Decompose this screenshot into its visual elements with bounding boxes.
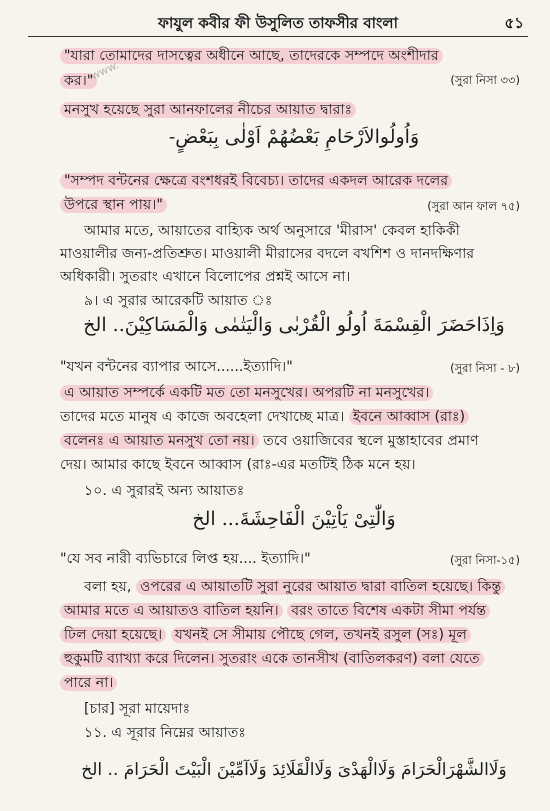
paragraph-3-line-4: দেয়। আমার কাছে ইবনে আব্বাস (রাঃ-এর মতটিই ঠিক মনে হয়। [60, 457, 416, 473]
quote-3: "যখন বন্টনের ব্যাপার আসে......ইত্যাদি।" [60, 359, 293, 375]
quote-4: "যে সব নারী ব্যভিচারে লিপ্ত হয়.... ইত্যাদি।" [60, 551, 311, 567]
arabic-verse-1: وَاُولُوالاَرْحَامِ بَعْضُهُمْ اَوْلٰى بِبَعْضٍ- [168, 126, 420, 148]
highlight: পারে না। [60, 675, 117, 691]
text-segment: তবে ওয়াজিবের স্থলে মুস্তাহাবের প্রমাণ [263, 433, 479, 449]
highlight: মনসুখ হয়েছে সুরা আনফালের নীচের আয়াত দ্বারাঃ [60, 102, 356, 118]
surah-reference: (সুরা নিসা - ৮) [450, 361, 520, 375]
text-segment: তাদের মতে মানুষ এ কাজে অবহেলা দেখাচ্ছে মাত্র। [60, 409, 345, 425]
arabic-verse-3: وَالّٰتِىْ يَاْتِيْنَ الْفَاحِشَةَ... الخ [192, 508, 396, 530]
quote-1-line-1 [60, 45, 528, 68]
paragraph-4-line-3 [60, 624, 528, 647]
paragraph-2-line-1: আমার মতে, আয়াতের বাহ্যিক অর্থ অনুসারে 'মীরাস' কেবল হাকিকী [84, 223, 460, 239]
watermark: www. [88, 58, 121, 83]
section-11-heading: ১১. এ সূরার নিম্নের আয়াতঃ [84, 725, 246, 741]
highlight: বরং তাতে বিশেষ একটা সীমা পর্যন্ত [287, 603, 490, 619]
highlight: বলেনঃ এ আয়াত মনসুখ তো নয়। [60, 433, 259, 449]
arabic-verse-2: وَاِذَاحَضَرَ الْقِسْمَةَ اُولُو الْقُرْبٰى وَالْيَتٰمٰى وَالْمَسَاكِيْنَ.. الخ [83, 314, 505, 336]
highlight: "সম্পদ বন্টনের ক্ষেত্রে বংশধরই বিবেচ্য। তাদের একদল আরেক দলের [60, 173, 452, 189]
arabic-verse-4: وَلَاالشَّهْرَالْحَرَامَ وَلَاالْهَدْىَ وَلَاالْقَلَائِدَ وَلَاآمِّيْنَ الْبَيْتَ الْحَرَامَ .. الخ [81, 760, 507, 780]
paragraph-3-line-3 [60, 430, 528, 453]
highlight: উপরে স্থান পায়।" [60, 197, 167, 213]
paragraph-2-line-2: মাওয়ালীর জন্য-প্রতিশ্রুত। মাওয়ালী মীরাসের বদলে বখশিশ ও দানদক্ষিণার [60, 246, 475, 262]
surah-reference: (সুরা নিসা ৩৩) [450, 73, 520, 87]
highlight: ওপরের এ আয়াতটি সুরা নুরের আয়াত দ্বারা বাতিল হয়েছে। কিন্তু [136, 579, 505, 595]
section-10-heading: ১০. এ সুরারই অন্য আয়াতঃ [84, 483, 245, 499]
highlight: হুকুমটি ব্যাখ্যা করে দিলেন। সুতরাং একে তানসীখ (বাতিলকরণ) বলা যেতে [60, 651, 484, 667]
highlight: "যারা তোমাদের দাসত্বের অধীনে আছে, তাদেরকে সম্পদে অংশীদার [60, 48, 443, 64]
paragraph-4-line-5 [60, 672, 528, 695]
paragraph-1 [60, 99, 528, 122]
highlight: এ আয়াত সম্পর্কে একটি মত তো মনসুখের। অপরটি না মনসুখের। [60, 385, 433, 401]
paragraph-3-line-1 [60, 382, 528, 405]
section-9-heading: ৯। এ সুরার আরেকটি আয়াত ঃ [84, 293, 273, 309]
paragraph-4-line-2 [60, 600, 528, 623]
paragraph-3-line-2 [60, 406, 528, 429]
running-title: ফাযুল কবীর ফী উসুলিত তাফসীর বাংলা [158, 14, 398, 32]
paragraph-2-line-3: অধিকারী। সুতরাং এখানে বিলোপের প্রশ্নই আসে না। [60, 269, 351, 285]
paragraph-4-line-1 [84, 576, 528, 599]
paragraph-4-line-4 [60, 648, 528, 671]
highlight: কর।" [60, 73, 97, 89]
surah-reference: (সুরা নিসা-১৫) [449, 553, 520, 567]
highlight: যখনই সে সীমায় পৌছে গেল, তখনই রসুল (সঃ) মূল [171, 627, 471, 643]
text-segment: বলা হয়, [84, 579, 132, 595]
highlight: ঢিল দেয়া হয়েছে। [60, 627, 166, 643]
page-number: ৫১ [504, 14, 524, 32]
page-header [28, 8, 528, 37]
quote-2-line-1 [60, 170, 528, 193]
section-4-heading: [চার] সূরা মায়েদাঃ [84, 701, 191, 717]
highlight: আমার মতে এ আয়াতও বাতিল হয়নি। [60, 603, 283, 619]
surah-reference: (সুরা আন ফাল ৭৫) [427, 199, 520, 213]
highlight: ইবনে আব্বাস (রাঃ) [349, 409, 469, 425]
